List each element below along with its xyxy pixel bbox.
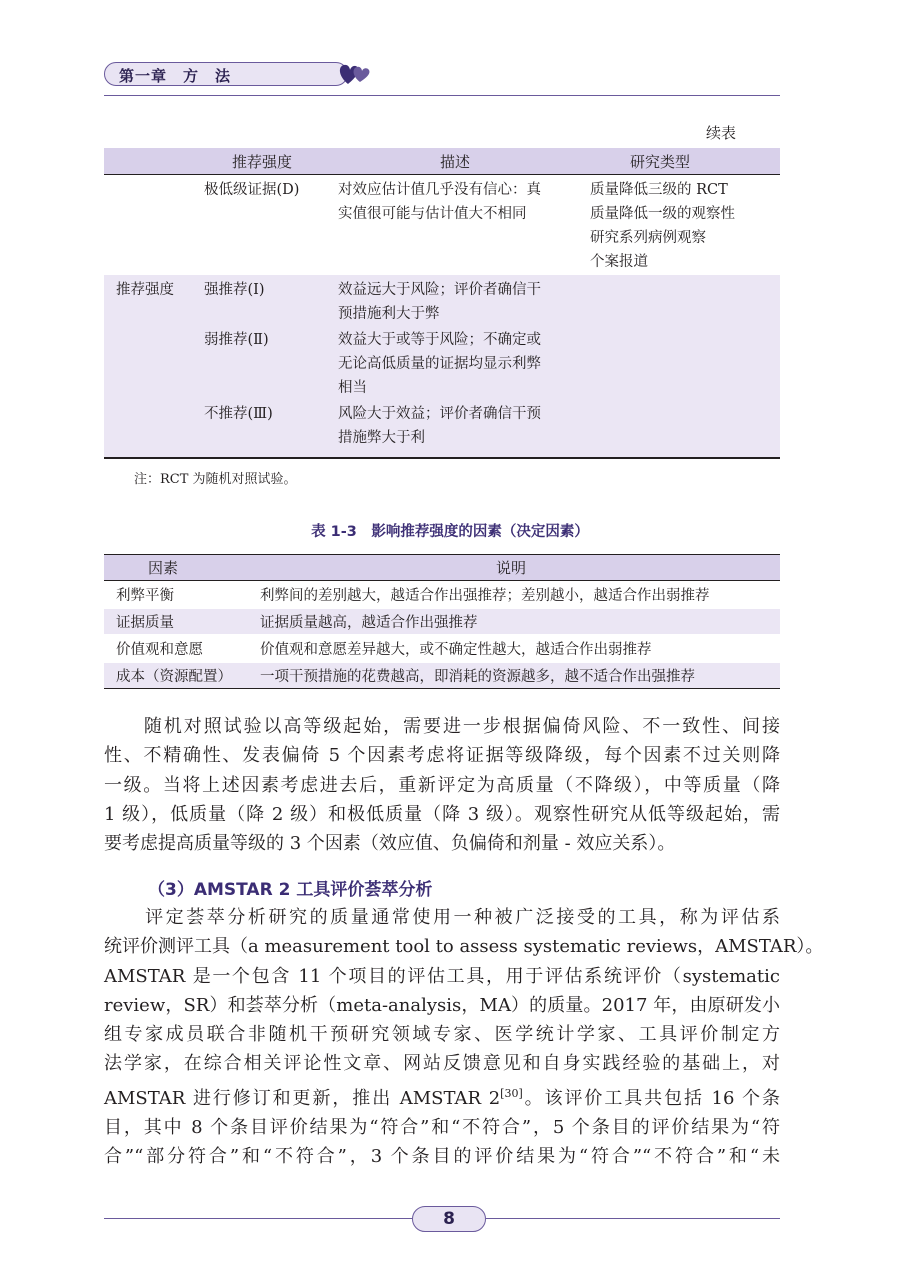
grade-description: 对效应估计值几乎没有信心：真 实值很可能与估计值大不相同 [338, 182, 541, 222]
recommendation-description: 效益大于或等于风险；不确定或 无论高低质量的证据均显示利弊 相当 [338, 332, 541, 396]
chapter-title: 第一章 方 法 [119, 67, 232, 85]
table-row: 证据质量 证据质量越高，越适合作出强推荐 [104, 609, 780, 634]
table-header [104, 554, 780, 581]
table-row: 成本（资源配置） 一项干预措施的花费越高，即消耗的资源越多，越不适合作出强推荐 [104, 663, 780, 689]
page-number: 8 [412, 1206, 486, 1232]
table-row: 价值观和意愿 价值观和意愿差异越大，或不确定性越大，越适合作出弱推荐 [104, 636, 780, 661]
hearts-icon [336, 58, 376, 90]
table-note: 注：RCT 为随机对照试验。 [134, 472, 297, 487]
recommendation-label: 不推荐(Ⅲ) [204, 406, 273, 422]
chapter-tab [104, 62, 348, 86]
footer-rule-right [486, 1218, 780, 1219]
evidence-table-continued [104, 148, 780, 458]
col-header: 说明 [496, 559, 527, 577]
table-caption: 表 1-3 影响推荐强度的因素（决定因素） [311, 524, 589, 540]
paragraph-amstar: 评定荟萃分析研究的质量通常使用一种被广泛接受的工具，称为评估系 统评价测评工具（a measurement tool to assess systematic reviews，AMSTAR）。 AMSTAR 是一个包含 11 个项目的评估工具，用于评估系统评价（systematic review，SR）和荟萃分析（meta-analysis，MA）的质量。2017 年，由原研发小 组专家成员联合非随机干预研究领域专家、医学统计学家、工具评价制定方 法学家，在综合相关评论性文章、网站反馈意见和自身实践经验的基础上，对 AMSTAR 进行修订和更新，推出 AMSTAR 2[30]。该评价工具共包括 16 个条 目，其中 8 个条目评价结果为“符合”和“不符合”，5 个条目的评价结果为“符 合”“部分符合”和“不符合”，3 个条目的评价结果为“符合”“不符合”和“未 [104, 907, 824, 1168]
recommendation-description: 效益远大于风险；评价者确信干 预措施利大于弊 [338, 282, 541, 322]
factors-table [104, 554, 780, 692]
col-header: 推荐强度 [232, 153, 293, 171]
citation-ref: [30] [500, 1086, 523, 1100]
study-types: 质量降低三级的 RCT 质量降低一级的观察性 研究系列病例观察 个案报道 [590, 182, 735, 270]
group-label: 推荐强度 [116, 282, 174, 298]
table-header [104, 148, 780, 174]
col-header: 因素 [148, 559, 179, 577]
header-rule [104, 95, 780, 96]
section-heading: （3）AMSTAR 2 工具评价荟萃分析 [148, 880, 433, 900]
continued-label: 续表 [706, 124, 737, 142]
recommendation-label: 强推荐(Ⅰ) [204, 282, 265, 298]
grade-label: 极低级证据(D) [204, 182, 300, 198]
col-header: 描述 [440, 153, 471, 171]
col-header: 研究类型 [630, 153, 691, 171]
footer-rule-left [104, 1218, 412, 1219]
table-row: 利弊平衡 利弊间的差别越大，越适合作出强推荐；差别越小，越适合作出弱推荐 [104, 582, 780, 607]
recommendation-label: 弱推荐(Ⅱ) [204, 332, 269, 348]
recommendation-description: 风险大于效益；评价者确信干预 措施弊大于利 [338, 406, 541, 446]
paragraph-grade-downgrade: 随机对照试验以高等级起始，需要进一步根据偏倚风险、不一致性、间接 性、不精确性、发表偏倚 5 个因素考虑将证据等级降级，每个因素不过关则降 一级。当将上述因素考虑进去后，重新评定为高质量（不降级），中等质量（降 1 级），低质量（降 2 级）和极低质量（降 3 级）。观察性研究从低等级起始，需 要考虑提高质量等级的 3 个因素（效应值、负偏倚和剂量 - 效应关系）。 [104, 716, 780, 855]
